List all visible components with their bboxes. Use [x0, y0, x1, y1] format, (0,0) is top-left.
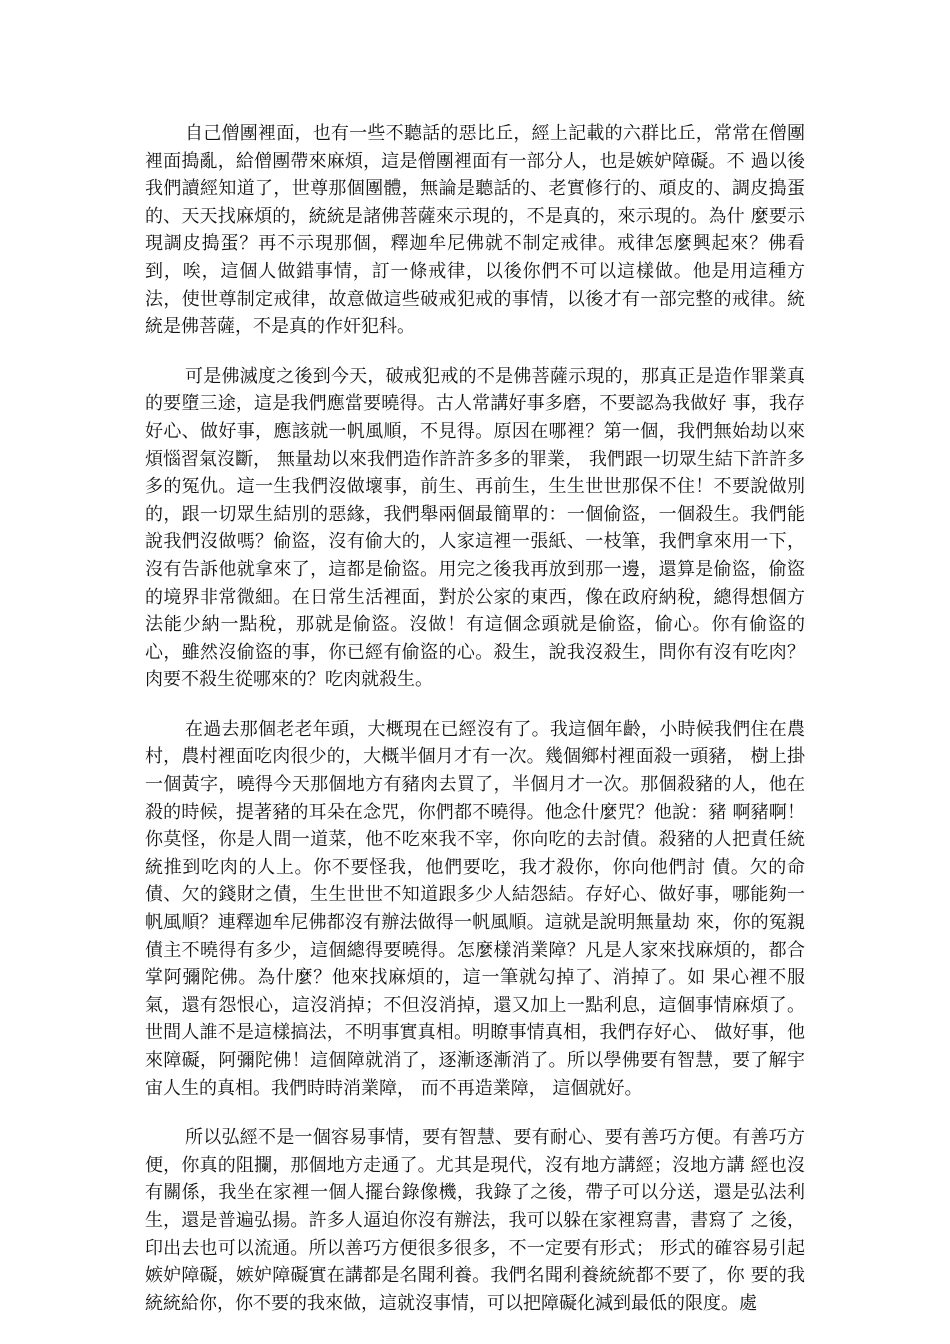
paragraph-3: 在過去那個老老年頭，大概現在已經沒有了。我這個年齡，小時候我們住在農村，農村裡面吃肉很少的，大概半個月才有一次。幾個鄉村裡面殺一頭豬， 樹上掛一個黃字，曉得今天那個地方有豬肉去買了，半個月才一次。那個殺豬的人，他在殺的時候，提著豬的耳朵在念咒，你們都不曉得。他念什麼咒？他說：豬 啊豬啊！你莫怪，你是人間一道菜，他不吃來我不宰，你向吃的去討債。殺豬的人把責任統統推到吃肉的人上。你不要怪我，他們要吃，我才殺你，你向他們討 債。欠的命債、欠的錢財之債，生生世世不知道跟多少人結怨結。存好心、做好事，哪能夠一帆風順？連釋迦牟尼佛都沒有辦法做得一帆風順。這就是說明無量劫 來，你的冤親債主不曉得有多少，這個總得要曉得。怎麼樣消業障？凡是人家來找麻煩的，都合掌阿彌陀佛。為什麼？他來找麻煩的，這一筆就勾掉了、消掉了。如 果心裡不服氣，還有怨恨心，這沒消掉；不但沒消掉，還又加上一點利息，這個事情麻煩了。世間人誰不是這樣搞法，不明事實真相。明瞭事情真相，我們存好心、 做好事，他來障礙，阿彌陀佛！這個障就消了，逐漸逐漸消了。所以學佛要有智慧，要了解宇宙人生的真相。我們時時消業障， 而不再造業障， 這個就好。: [145, 718, 805, 1099]
document-page: [145, 120, 805, 1339]
paragraph-4: 所以弘經不是一個容易事情，要有智慧、要有耐心、要有善巧方便。有善巧方便，你真的阻攔，那個地方走通了。尤其是現代，沒有地方講經；沒地方講 經也沒有關係，我坐在家裡一個人擺台錄像機，我錄了之後，帶子可以分送，還是弘法利生，還是普遍弘揚。許多人逼迫你沒有辦法，我可以躲在家裡寫書，書寫了 之後，印出去也可以流通。所以善巧方便很多很多，不一定要有形式； 形式的確容易引起嫉妒障礙，嫉妒障礙實在講都是名聞利養。我們名聞利養統統都不要了，你 要的我統統給你，你不要的我來做，這就沒事情，可以把障礙化減到最低的限度。處: [145, 1127, 805, 1314]
paragraph-1: 自己僧團裡面，也有一些不聽話的惡比丘，經上記載的六群比丘，常常在僧團裡面搗亂，給僧團帶來麻煩，這是僧團裡面有一部分人，也是嫉妒障礙。不 過以後我們讀經知道了，世尊那個團體，無論是聽話的、老實修行的、頑皮的、調皮搗蛋的、天天找麻煩的，統統是諸佛菩薩來示現的，不是真的，來示現的。為什 麼要示現調皮搗蛋？再不示現那個，釋迦牟尼佛就不制定戒律。戒律怎麼興起來？佛看到，唉，這個人做錯事情，訂一條戒律，以後你們不可以這樣做。他是用這種方法，使世尊制定戒律，故意做這些破戒犯戒的事情，以後才有一部完整的戒律。統統是佛菩薩，不是真的作奸犯科。: [145, 123, 805, 338]
paragraph-2: 可是佛滅度之後到今天，破戒犯戒的不是佛菩薩示現的，那真正是造作罪業真的要墮三途，這是我們應當要曉得。古人常講好事多磨，不要認為我做好 事，我存好心、做好事，應該就一帆風順，不見得。原因在哪裡？第一個，我們無始劫以來煩惱習氣沒斷， 無量劫以來我們造作許許多多的罪業， 我們跟一切眾生結下許許多多的冤仇。這一生我們沒做壞事，前生、再前生，生生世世那保不住！不要說做別的，跟一切眾生結別的惡緣，我們舉兩個最簡單的：一個偷盜，一個殺生。我們能說我們沒做嗎？偷盜，沒有偷大的，人家這裡一張紙、一枝筆，我們拿來用一下，沒有告訴他就拿來了，這都是偷盜。用完之後我再放到那一邊，還算是偷盜，偷盜的境界非常微細。在日常生活裡面，對於公家的東西，像在政府納稅，總得想個方法能少納一點稅，那就是偷盜。沒做！有這個念頭就是偷盜，偷心。你有偷盜的心，雖然沒偷盜的事，你已經有偷盜的心。殺生，說我沒殺生，問你有沒有吃肉？肉要不殺生從哪來的？吃肉就殺生。: [145, 365, 805, 691]
